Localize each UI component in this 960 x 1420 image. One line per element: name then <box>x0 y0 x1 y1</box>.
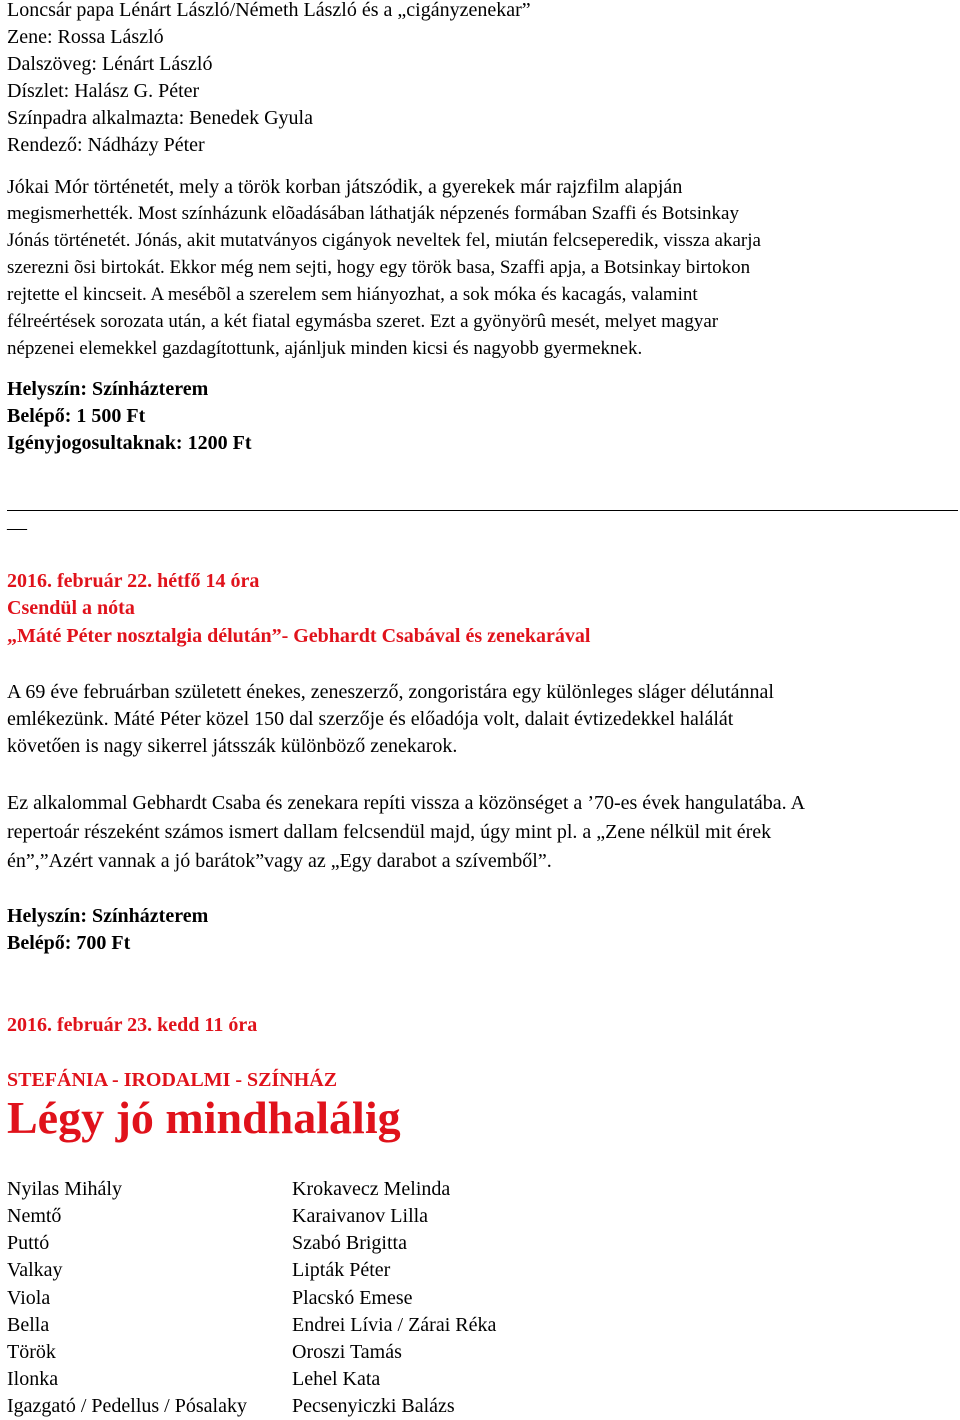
description-line: szerezni õsi birtokát. Ekkor még nem sejti, hogy egy török basa, Szaffi apja, a Botsinkay birtokon <box>7 257 751 278</box>
cast-role: Nyilas Mihály <box>7 1178 122 1200</box>
cast-role: Ilonka <box>7 1368 59 1390</box>
cast-role: Igazgató / Pedellus / Pósalaky <box>7 1395 247 1417</box>
description-line: A 69 éve februárban született énekes, zeneszerző, zongoristára egy különleges sláger délutánnal <box>7 681 774 703</box>
credit-line: Loncsár papa Lénárt László/Németh László és a „cigányzenekar” <box>7 0 531 21</box>
venue-label: Helyszín: Színházterem <box>7 378 209 400</box>
description-line: Ez alkalommal Gebhardt Csaba és zenekara repíti vissza a közönséget a ’70-es évek hangulatába. A <box>7 792 806 814</box>
venue-label: Helyszín: Színházterem <box>7 905 209 927</box>
credit-line: Zene: Rossa László <box>7 26 164 48</box>
event-date: 2016. február 22. hétfő 14 óra <box>7 570 260 592</box>
company-name: STEFÁNIA - IRODALMI - SZÍNHÁZ <box>7 1069 338 1091</box>
description-line: rejtette el kincseit. A mesébõl a szerelem sem hiányozhat, a sok móka és kacagás, valamint <box>7 284 698 305</box>
cast-actor: Endrei Lívia / Zárai Réka <box>292 1314 497 1336</box>
description-line: félreértések sorozata után, a két fiatal egymásba szeret. Ezt a gyönyörû mesét, melyet magyar <box>7 311 719 332</box>
description-line: megismerhették. Most színházunk elõadásában láthatják népzenés formában Szaffi és Botsinkay <box>7 203 739 224</box>
play-title: Légy jó mindhalálig <box>7 1092 401 1143</box>
cast-role: Valkay <box>7 1259 63 1281</box>
description-line: Jónás történetét. Jónás, akit mutatványos cigányok neveltek fel, miután felcseperedik, vissza akarja <box>7 230 761 251</box>
horizontal-rule <box>7 510 958 511</box>
cast-role: Nemtő <box>7 1205 62 1227</box>
cast-actor: Lehel Kata <box>292 1368 381 1390</box>
description-line: repertoár részeként számos ismert dallam felcsendül majd, úgy mint pl. a „Zene nélkül mit érek <box>7 821 772 843</box>
credit-line: Rendező: Nádházy Péter <box>7 134 205 156</box>
credit-line: Dalszöveg: Lénárt László <box>7 53 213 75</box>
cast-actor: Lipták Péter <box>292 1259 391 1281</box>
dash-separator: — <box>7 517 27 539</box>
cast-actor: Oroszi Tamás <box>292 1341 402 1363</box>
event-title: Csendül a nóta <box>7 597 135 619</box>
event-date: 2016. február 23. kedd 11 óra <box>7 1014 258 1036</box>
cast-actor: Pecsenyiczki Balázs <box>292 1395 455 1417</box>
cast-role: Török <box>7 1341 56 1363</box>
description-line: Jókai Mór történetét, mely a török korban játszódik, a gyerekek már rajzfilm alapján <box>7 176 683 198</box>
cast-actor: Szabó Brigitta <box>292 1232 407 1254</box>
price-label: Belépő: 1 500 Ft <box>7 405 146 427</box>
cast-actor: Placskó Emese <box>292 1287 413 1309</box>
reduced-price-label: Igényjogosultaknak: 1200 Ft <box>7 432 252 454</box>
credit-line: Színpadra alkalmazta: Benedek Gyula <box>7 107 313 129</box>
event-subtitle: „Máté Péter nosztalgia délután”- Gebhardt Csabával és zenekarával <box>7 625 591 647</box>
cast-role: Viola <box>7 1287 51 1309</box>
description-line: én”,”Azért vannak a jó barátok”vagy az „Egy darabot a szívemből”. <box>7 850 552 872</box>
description-line: követően is nagy sikerrel játsszák különböző zenekarok. <box>7 735 458 757</box>
cast-role: Puttó <box>7 1232 50 1254</box>
description-line: emlékezünk. Máté Péter közel 150 dal szerzője és előadója volt, dalait évtizedekkel halálát <box>7 708 734 730</box>
cast-role: Bella <box>7 1314 50 1336</box>
cast-actor: Krokavecz Melinda <box>292 1178 451 1200</box>
cast-actor: Karaivanov Lilla <box>292 1205 429 1227</box>
description-line: népzenei elemekkel gazdagítottunk, ajánljuk minden kicsi és nagyobb gyermeknek. <box>7 338 643 359</box>
credit-line: Díszlet: Halász G. Péter <box>7 80 200 102</box>
price-label: Belépő: 700 Ft <box>7 932 131 954</box>
